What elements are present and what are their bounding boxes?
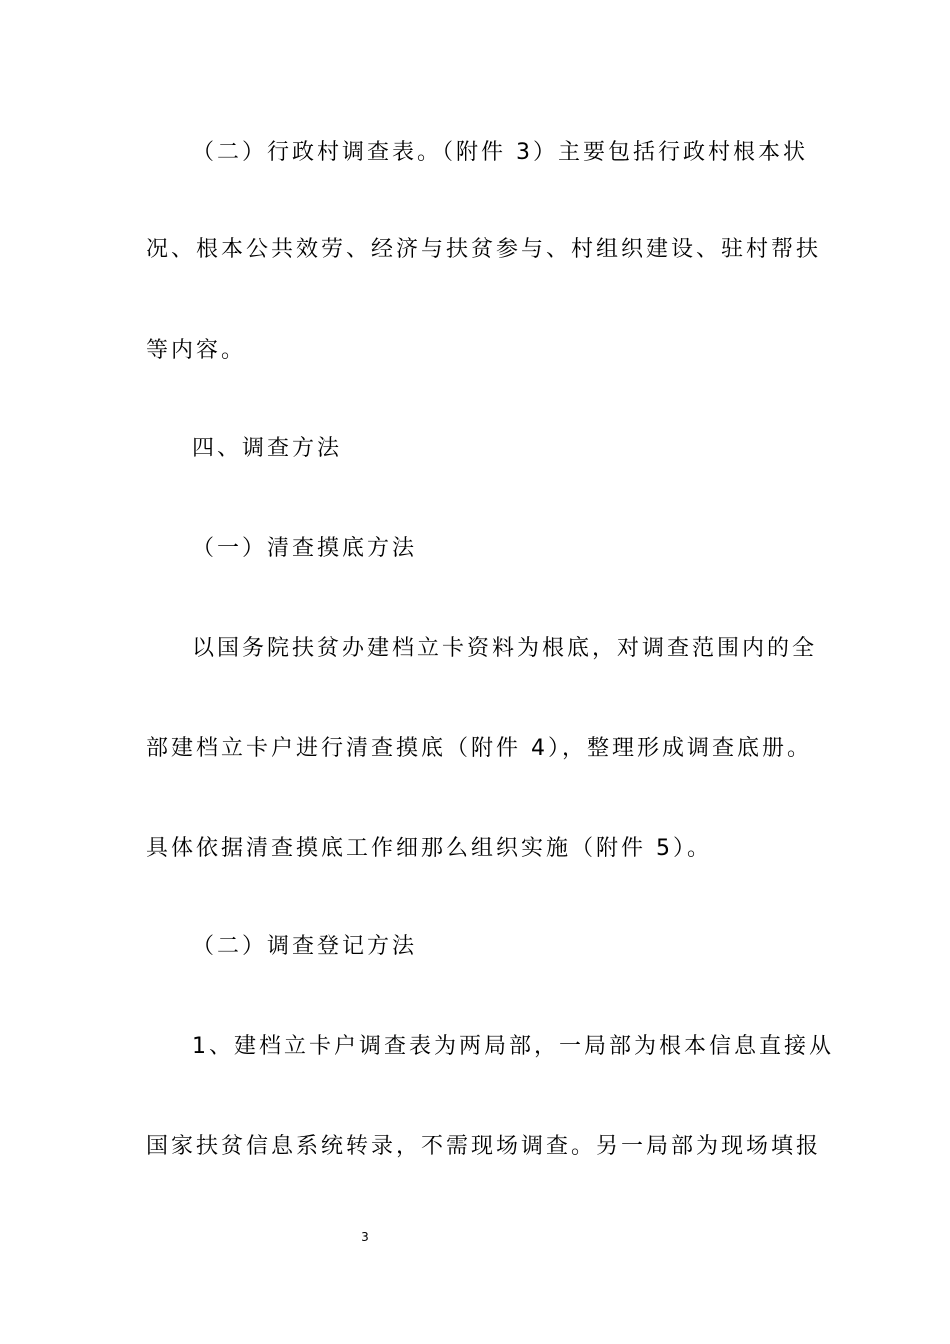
paragraph-2-line-2: 部建档立卡户进行清查摸底（附件 4），整理形成调查底册。 bbox=[146, 736, 812, 761]
paragraph-2-line-3: 具体依据清查摸底工作细那么组织实施（附件 5）。 bbox=[146, 836, 712, 861]
subheading-2: （二）调查登记方法 bbox=[192, 934, 418, 959]
paragraph-2-line-1: 以国务院扶贫办建档立卡资料为根底，对调查范围内的全 bbox=[192, 636, 818, 661]
page-number: 3 bbox=[361, 1230, 369, 1244]
paragraph-3-line-1: 1、建档立卡户调查表为两局部，一局部为根本信息直接从 bbox=[192, 1034, 834, 1059]
paragraph-1-line-1: （二）行政村调查表。（附件 3）主要包括行政村根本状 bbox=[192, 140, 808, 165]
paragraph-1-line-2: 况、根本公共效劳、经济与扶贫参与、村组织建设、驻村帮扶 bbox=[146, 237, 822, 262]
paragraph-1-line-3: 等内容。 bbox=[146, 338, 247, 363]
subheading-1: （一）清查摸底方法 bbox=[192, 536, 418, 561]
paragraph-3-line-2: 国家扶贫信息系统转录，不需现场调查。另一局部为现场填报 bbox=[146, 1134, 822, 1159]
section-heading: 四、调查方法 bbox=[192, 436, 343, 461]
